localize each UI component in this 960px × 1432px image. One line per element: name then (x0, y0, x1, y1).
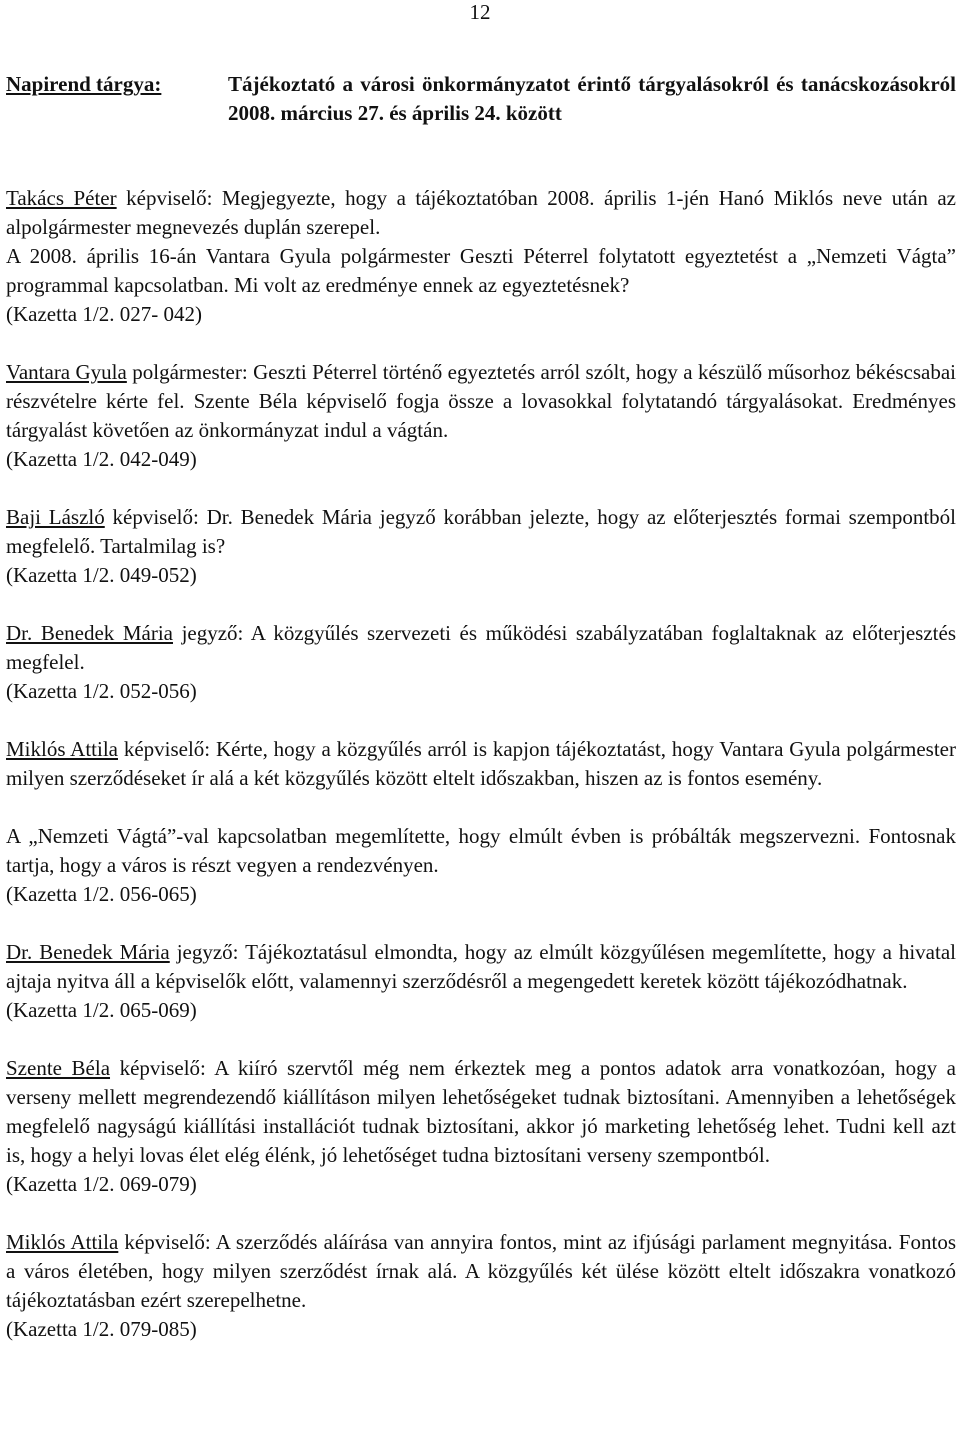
cassette-reference: (Kazetta 1/2. 027- 042) (6, 302, 202, 326)
cassette-reference: (Kazetta 1/2. 042-049) (6, 447, 197, 471)
statement-text: képviselő: A szerződés aláírása van annyira fontos, mint az ifjúsági parlament megnyitása. Fontos a város életében, hogy milyen szerződést írnak alá. A közgyűlés két ülése között eltelt időszakra vonatkozó tájékoztatásban ezért szerepelhetne. (6, 1230, 956, 1312)
cassette-reference: (Kazetta 1/2. 065-069) (6, 998, 197, 1022)
minutes-paragraph (6, 938, 956, 1025)
speaker-name: Takács Péter (6, 186, 117, 210)
speaker-name: Dr. Benedek Mária (6, 621, 173, 645)
speaker-name: Szente Béla (6, 1056, 111, 1080)
minutes-paragraph (6, 735, 956, 793)
speaker-name: Miklós Attila (6, 737, 118, 761)
statement-text: képviselő: Megjegyezte, hogy a tájékoztatóban 2008. április 1-jén Hanó Miklós neve után az alpolgármester megnevezés duplán szerepel. (6, 186, 956, 239)
speaker-name: Dr. Benedek Mária (6, 940, 170, 964)
statement-text: képviselő: Dr. Benedek Mária jegyző korábban jelezte, hogy az előterjesztés formai szempontból megfelelő. Tartalmilag is? (6, 505, 956, 558)
agenda-heading (6, 70, 956, 128)
minutes-paragraph (6, 619, 956, 706)
minutes-paragraph (6, 822, 956, 909)
statement-text: képviselő: Kérte, hogy a közgyűlés arról is kapjon tájékoztatást, hogy Vantara Gyula polgármester milyen szerződéseket ír alá a két közgyűlés között eltelt időszakban, hiszen az is fontos esemény. (6, 737, 956, 790)
minutes-paragraph (6, 358, 956, 474)
statement-text: képviselő: A kiíró szervtől még nem érkeztek meg a pontos adatok arra vonatkozóan, hogy a verseny mellett megrendezendő kiállításon milyen lehetőségeket tudnak biztosítani. Amennyiben a lehetőségek megfelelő nagyságú kiállítási installációt tudnak biztosítani, akkor jó marketing lehetőség lehet. Tudni kell azt is, hogy a helyi lovas élet elég élénk, jó lehetőséget tudna biztosítani verseny szempontból. (6, 1056, 956, 1167)
speaker-name: Baji László (6, 505, 105, 529)
agenda-title: Tájékoztató a városi önkormányzatot érintő tárgyalásokról és tanácskozásokról 2008. március 27. és április 24. között (228, 72, 956, 125)
speaker-name: Miklós Attila (6, 1230, 119, 1254)
cassette-reference: (Kazetta 1/2. 052-056) (6, 679, 197, 703)
statement-text: jegyző: Tájékoztatásul elmondta, hogy az elmúlt közgyűlésen megemlítette, hogy a hivatal ajtaja nyitva áll a képviselők előtt, valamennyi szerződésről a megengedett keretek között tájékozódhatnak. (6, 940, 956, 993)
statement-text: A „Nemzeti Vágtá”-val kapcsolatban megemlítette, hogy elmúlt évben is próbálták megszervezni. Fontosnak tartja, hogy a város is részt vegyen a rendezvényen. (6, 824, 956, 877)
cassette-reference: (Kazetta 1/2. 049-052) (6, 563, 197, 587)
cassette-reference: (Kazetta 1/2. 079-085) (6, 1317, 197, 1341)
speaker-name: Vantara Gyula (6, 360, 127, 384)
statement-text: polgármester: Geszti Péterrel történő egyeztetés arról szólt, hogy a készülő műsorhoz békéscsabai részvételre kérte fel. Szente Béla képviselő fogja össze a lovasokkal folytatandó tárgyalásokat. Eredményes tárgyalást követően az önkormányzat indul a vágtán. (6, 360, 956, 442)
minutes-paragraph (6, 503, 956, 590)
minutes-paragraph (6, 184, 956, 329)
cassette-reference: (Kazetta 1/2. 069-079) (6, 1172, 197, 1196)
statement-continuation: A 2008. április 16-án Vantara Gyula polgármester Geszti Péterrel folytatott egyeztetést a „Nemzeti Vágta” programmal kapcsolatban. Mi volt az eredménye ennek az egyeztetésnek? (6, 244, 956, 297)
minutes-paragraph (6, 1054, 956, 1199)
page-number: 12 (469, 0, 491, 24)
minutes-paragraph (6, 1228, 956, 1344)
minutes-body (6, 184, 956, 1344)
agenda-label: Napirend tárgya: (6, 72, 162, 96)
statement-text: jegyző: A közgyűlés szervezeti és működési szabályzatában foglaltaknak az előterjesztés megfelel. (6, 621, 956, 674)
cassette-reference: (Kazetta 1/2. 056-065) (6, 882, 197, 906)
